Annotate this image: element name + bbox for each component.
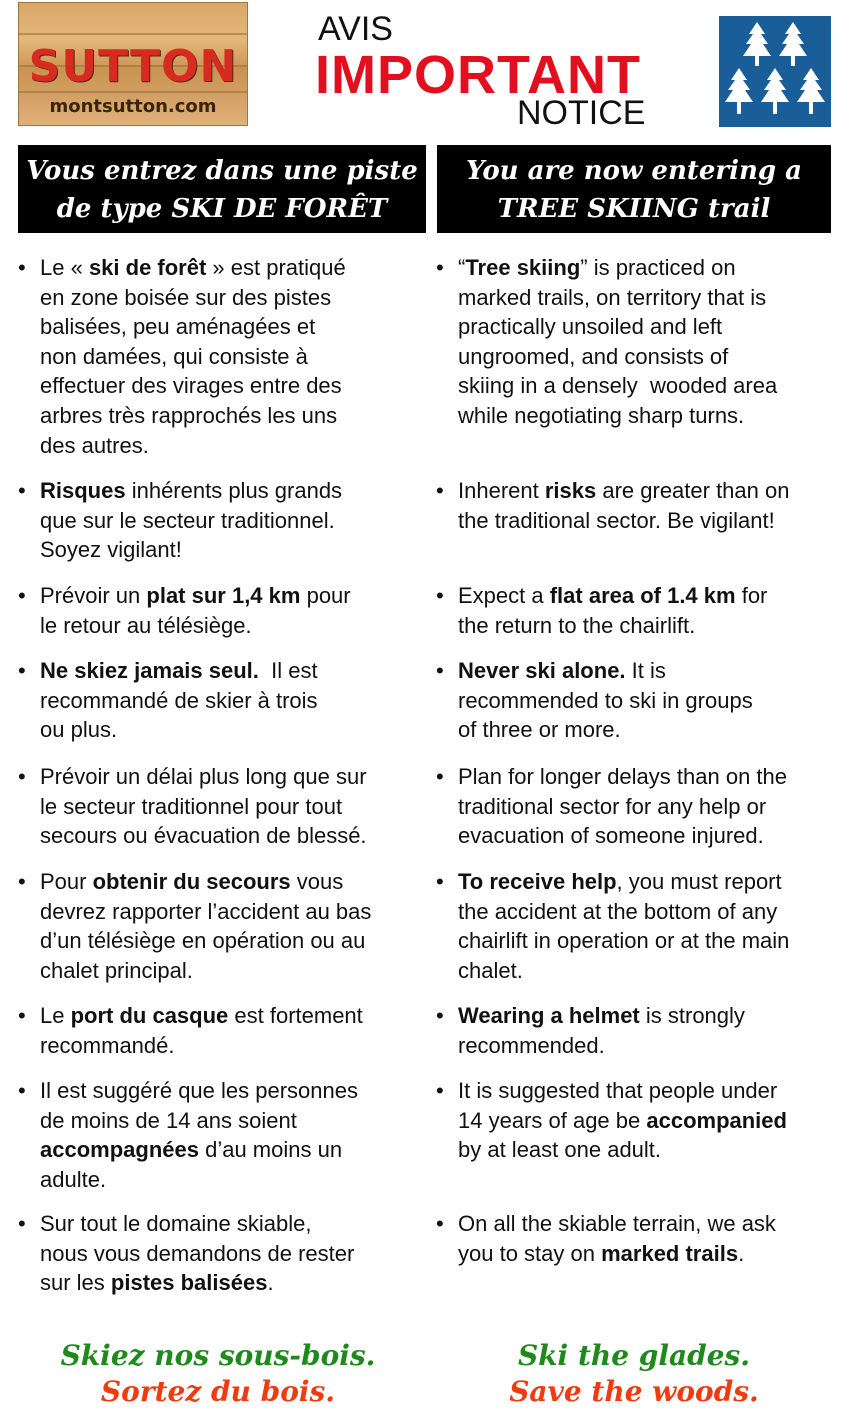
text-run: Le [40,1003,71,1028]
header-en-line2: TREE SKIING trail [497,194,771,224]
bullet-text [40,253,346,460]
bullet-line [458,1076,787,1106]
bullet-line [458,1209,776,1239]
text-run: is strongly [639,1003,745,1028]
bullet-text [40,656,318,745]
text-run: for [735,583,768,608]
bullet-dot: • [436,658,444,683]
bullet-line [458,792,787,822]
bullet-line [40,792,367,822]
text-run: balisées, peu aménagées et [40,314,316,340]
bullet-line [458,821,787,851]
bullet-text [40,1209,354,1298]
text-run: traditional sector for any help or [458,793,767,819]
bullet-line [40,342,346,372]
bullet-line [458,656,753,686]
bullet-line [40,476,342,506]
header-english [437,145,831,233]
text-run: . [267,1270,274,1296]
bullet-line [458,253,777,283]
text-run: inhérents plus grands [125,478,343,503]
bullet-line [40,926,371,956]
bullet-line [458,342,777,372]
bullet-dot: • [436,869,444,894]
bullet-dot: • [436,255,444,280]
text-run: non damées, qui consiste à [40,343,308,369]
bullet-text [458,867,789,985]
logo-url: montsutton.com [49,96,217,117]
text-run: 14 years of age be [458,1107,647,1133]
text-run: d’un télésiège en opération ou au [40,928,366,954]
tree-skiing-sign-icon [719,16,831,127]
bullet-text [40,476,342,565]
bullet-line [458,476,789,506]
bullet-dot: • [436,1003,444,1028]
text-run: It is [625,658,666,683]
bullet-line [458,897,789,927]
bullet-text [458,762,787,851]
text-run: , you must report [616,869,782,894]
bullet-line [458,1001,745,1031]
bullet-dot: • [436,1078,444,1103]
bullet-line [40,1106,358,1136]
text-run: » est pratiqué [206,255,346,280]
bullet-dot: • [18,1003,26,1028]
text-run: On all the skiable terrain, we ask [458,1211,776,1236]
bullet-text [458,1076,787,1165]
text-run: Prévoir un délai plus long que sur [40,764,367,789]
bold-text: marked trails [601,1240,739,1266]
bullet-line [40,283,346,313]
title-avis: AVIS [318,10,393,48]
bullet-line [458,1239,776,1269]
header-french [18,145,426,233]
bold-text: Never ski alone. [458,658,626,683]
bold-text: Tree skiing [465,255,581,280]
bullet-line [458,956,789,986]
bold-text: port du casque [70,1003,229,1028]
bullet-line [40,897,371,927]
text-run: are greater than on [596,478,790,503]
text-run: evacuation of someone injured. [458,823,764,849]
bullet-line [458,312,777,342]
header-fr-line1: Vous entrez dans une piste [26,156,418,186]
text-run: en zone boisée sur des pistes [40,284,332,310]
bold-text: accompanied [646,1107,787,1133]
bullet-line [458,283,777,313]
text-run: “ [458,255,466,280]
text-run: effectuer des virages entre des [40,373,342,399]
bullet-dot: • [436,583,444,608]
bullet-dot: • [18,869,26,894]
bullet-line [458,686,753,716]
bullet-dot: • [18,478,26,503]
text-run: est fortement [228,1003,363,1028]
bullet-dot: • [436,1211,444,1236]
text-run: Expect a [458,583,550,608]
bullet-line [40,611,351,641]
bullet-line [40,1165,358,1195]
text-run: des autres. [40,432,149,458]
bullet-line [40,1209,354,1239]
bold-text: ski de forêt [88,255,207,280]
bullet-line [40,867,371,897]
bullet-dot: • [18,1078,26,1103]
bullet-line [458,762,787,792]
bullet-text [458,1209,776,1268]
bullet-text [458,581,767,640]
text-run: chairlift in operation or at the main [458,928,790,954]
bullet-line [40,1031,363,1061]
bullet-line [40,686,318,716]
bullet-line [40,715,318,745]
text-run: Prévoir un [40,583,147,608]
bold-text: Risques [40,478,126,503]
text-run: chalet. [458,957,523,983]
text-run: pour [300,583,351,608]
bullet-dot: • [18,583,26,608]
footer-en-line2: Save the woods. [509,1375,759,1408]
bullet-line [458,926,789,956]
bullet-dot: • [18,1211,26,1236]
bullet-line [40,506,342,536]
bullet-line [40,1001,363,1031]
text-run: Le « [40,255,89,280]
footer-fr-line1: Skiez nos sous-bois. [60,1339,376,1372]
text-run: Soyez vigilant! [40,537,182,563]
text-run: le secteur traditionnel pour tout [40,793,343,819]
text-run: recommandé de skier à trois [40,687,318,713]
header-en-line1: You are now entering a [466,156,802,186]
bullet-line [40,821,367,851]
text-run: ou plus. [40,717,118,743]
text-run: . [738,1240,745,1266]
footer-english [430,1338,838,1410]
bullet-line [458,506,789,536]
bold-text: pistes balisées [110,1270,268,1296]
text-run: the traditional sector. Be vigilant! [458,507,775,533]
bullet-text [40,581,351,640]
bullet-dot: • [18,658,26,683]
bullet-text [40,867,371,985]
bullet-line [458,581,767,611]
text-run: recommended to ski in groups [458,687,753,713]
text-run: recommended. [458,1032,605,1058]
bold-text: plat sur 1,4 km [146,583,301,608]
bullet-line [458,1135,787,1165]
bold-text: Ne skiez jamais seul. [40,658,259,683]
text-run: ungroomed, and consists of [458,343,729,369]
title-notice: NOTICE [517,94,646,132]
text-run: le retour au télésiège. [40,612,252,638]
bullet-line [40,312,346,342]
text-run: arbres très rapprochés les uns [40,402,338,428]
logo-brand: SUTTON [28,41,238,92]
bullet-line [458,715,753,745]
bullet-dot: • [18,255,26,280]
bullet-line [40,401,346,431]
text-run: ” is practiced on [580,255,736,280]
text-run: que sur le secteur traditionnel. [40,507,335,533]
bullet-line [458,1031,745,1061]
text-run: Il est [258,658,318,683]
bullet-dot: • [436,764,444,789]
bullet-text [40,1001,363,1060]
bold-text: accompagnées [40,1137,199,1163]
text-run: It is suggested that people under [458,1078,778,1103]
text-run: marked trails, on territory that is [458,284,767,310]
text-run: while negotiating sharp turns. [458,402,745,428]
bullet-text [458,476,789,535]
bullet-text [40,1076,358,1194]
text-run: by at least one adult. [458,1137,662,1163]
bullet-line [40,1268,354,1298]
text-run: recommandé. [40,1032,175,1058]
bullet-line [40,656,318,686]
text-run: sur les [40,1270,111,1296]
text-run: devrez rapporter l’accident au bas [40,898,372,924]
bullet-text [40,762,367,851]
text-run: secours ou évacuation de blessé. [40,823,367,849]
footer-fr-line2: Sortez du bois. [100,1375,336,1408]
bullet-text [458,253,777,431]
text-run: Il est suggéré que les personnes [40,1078,358,1103]
bullet-dot: • [436,478,444,503]
text-run: vous [290,869,344,894]
bullet-line [40,431,346,461]
header-fr-line2: de type SKI DE FORÊT [56,194,388,224]
text-run: you to stay on [458,1240,602,1266]
text-run: adulte. [40,1166,107,1192]
bold-text: Wearing a helmet [458,1003,640,1028]
bold-text: risks [544,478,597,503]
text-run: the accident at the bottom of any [458,898,778,924]
bold-text: obtenir du secours [92,869,291,894]
bullet-line [40,371,346,401]
text-run: de moins de 14 ans soient [40,1107,297,1133]
bullet-line [458,401,777,431]
text-run: nous vous demandons de rester [40,1240,355,1266]
bullet-dot: • [18,764,26,789]
footer-en-line1: Ski the glades. [517,1339,751,1372]
bullet-line [40,1239,354,1269]
bullet-line [40,253,346,283]
bold-text: To receive help [458,869,617,894]
text-run: Sur tout le domaine skiable, [40,1211,312,1236]
text-run: practically unsoiled and left [458,314,723,340]
bullet-line [40,581,351,611]
text-run: of three or more. [458,717,621,743]
bullet-line [40,1135,358,1165]
bullet-line [458,371,777,401]
bullet-line [40,1076,358,1106]
text-run: d’au moins un [198,1137,343,1163]
text-run: the return to the chairlift. [458,612,696,638]
bullet-line [40,535,342,565]
text-run: Plan for longer delays than on the [458,764,788,789]
bullet-line [458,1106,787,1136]
footer-french [14,1338,422,1410]
bullet-line [458,867,789,897]
bullet-line [40,956,371,986]
bullet-text [458,656,753,745]
text-run: Inherent [458,478,545,503]
bullet-text [458,1001,745,1060]
text-run: Pour [40,869,93,894]
bullet-line [458,611,767,641]
title-important: IMPORTANT [315,45,641,105]
bullet-line [40,762,367,792]
text-run: skiing in a densely wooded area [458,373,778,399]
text-run: chalet principal. [40,957,193,983]
bold-text: flat area of 1.4 km [549,583,736,608]
sutton-logo [18,2,248,126]
